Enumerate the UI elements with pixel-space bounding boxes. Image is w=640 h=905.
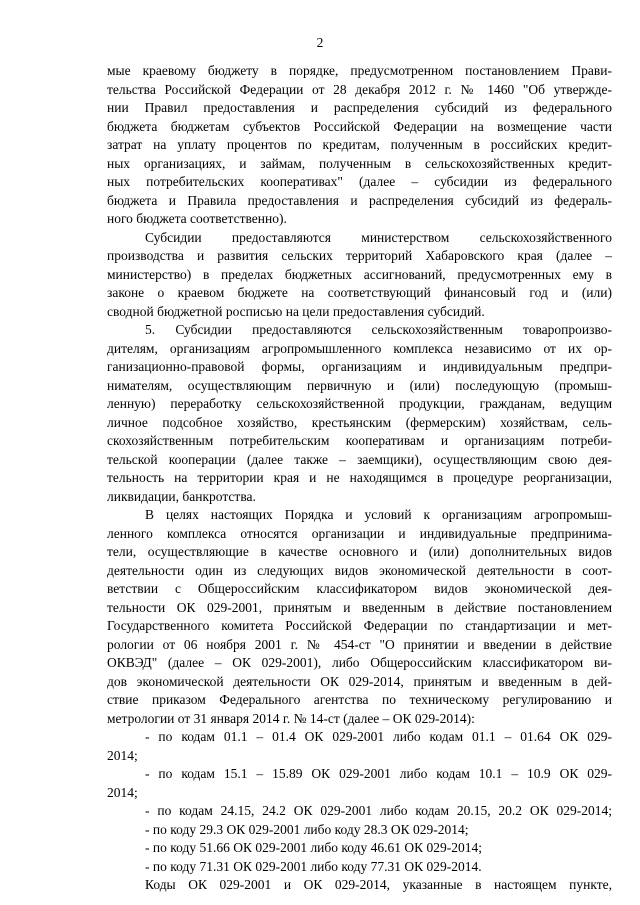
text-line: ствие приказом Федерального агентства по техническому регулированию и (107, 692, 612, 707)
text-line: производства и развития сельских территорий Хабаровского края (далее – (107, 248, 612, 263)
text-line: ликвидации, банкротства. (107, 488, 256, 504)
text-line: метрологии от 31 января 2014 г. № 14-ст (далее – ОК 029-2014): (107, 710, 475, 726)
text-line: 2014; (107, 784, 138, 800)
text-line: ных организациях, и займам, полученным в сельскохозяйственных кредит- (107, 155, 612, 171)
text-line: тели, осуществляющие в качестве основного и (или) дополнительных видов (107, 544, 612, 559)
text-line: нии Правил предоставления и распределения субсидий из федерального (107, 100, 612, 115)
text-line: тельской кооперации (далее также – заемщики), осуществляющим свою дея- (107, 451, 612, 467)
text-line: ганизационно-правовой формы, организациям и индивидуальным предпри- (107, 359, 612, 374)
text-line: затрат на уплату процентов по кредитам, полученным в российских кредит- (107, 137, 612, 152)
text-line: дов экономической деятельности ОК 029-2014, принятым и введенным в дей- (107, 673, 612, 689)
text-line: Субсидии предоставляются министерством сельскохозяйственного (145, 229, 612, 245)
text-line: Коды ОК 029-2001 и ОК 029-2014, указанные в настоящем пункте, (145, 877, 612, 892)
text-line: рологии от 06 ноября 2001 г. № 454-ст "О принятии и введении в действие (107, 636, 612, 652)
text-line: деятельности один из следующих видов экономической деятельности в соот- (107, 562, 612, 578)
text-line: ных потребительских кооперативах" (далее – субсидии из федерального (107, 174, 612, 189)
text-line: сводной бюджетной росписью на цели предоставления субсидий. (107, 303, 485, 319)
text-line: личное подсобное хозяйство, крестьянским (фермерским) хозяйствам, сель- (107, 414, 612, 430)
text-line: тельства Российской Федерации от 28 декабря 2012 г. № 1460 "Об утвержде- (107, 81, 612, 97)
text-line: бюджета бюджетам субъектов Российской Федерации на возмещение части (107, 118, 612, 134)
text-line: ОКВЭД" (далее – ОК 029-2001), либо Общероссийским классификатором ви- (107, 655, 612, 670)
text-line: В целях настоящих Порядка и условий к организациям агропромыш- (145, 507, 612, 522)
text-line: тельности ОК 029-2001, принятым и введенным в действие постановлением (107, 599, 612, 615)
text-line: законе о краевом бюджете на соответствующий финансовый год и (или) (107, 285, 612, 300)
text-line: мые краевому бюджету в порядке, предусмотренном постановлением Прави- (107, 63, 612, 78)
text-line: министерство) в пределах бюджетных ассигнований, предусмотренных ему в (107, 266, 612, 282)
page-number: 2 (316, 35, 324, 50)
text-line: Государственного комитета Российской Федерации по стандартизации и мет- (107, 618, 612, 633)
list-item: - по кодам 15.1 – 15.89 ОК 029-2001 либо кодам 10.1 – 10.9 ОК 029- (145, 766, 612, 781)
text-line: нимателям, осуществляющим первичную и (или) последующую (промыш- (107, 377, 612, 393)
text-line: бюджета и Правила предоставления и распределения субсидий из федераль- (107, 192, 612, 208)
text-line: ветствии с Общероссийским классификатором видов экономической дея- (107, 581, 612, 596)
text-line: ного бюджета соответственно). (107, 211, 287, 226)
document-body (107, 62, 612, 895)
text-line: 5. Субсидии предоставляются сельскохозяйственным товаропроизво- (145, 322, 612, 337)
list-item: - по коду 29.3 ОК 029-2001 либо коду 28.3 ОК 029-2014; (145, 821, 469, 837)
text-line: скохозяйственным потребительским кооперативам и организациям потреби- (107, 433, 612, 448)
list-item: - по коду 71.31 ОК 029-2001 либо коду 77.31 ОК 029-2014. (145, 858, 482, 874)
text-line: 2014; (107, 747, 138, 763)
text-line: ленного комплекса относятся организации и индивидуальные предпринима- (107, 525, 612, 541)
text-line: ленную) переработку сельскохозяйственной продукции, гражданам, ведущим (107, 396, 612, 411)
list-item: - по коду 51.66 ОК 029-2001 либо коду 46.61 ОК 029-2014; (145, 840, 483, 855)
text-line: тельность на территории края и не находящимся в процедуре реорганизации, (107, 470, 612, 485)
list-item: - по кодам 24.15, 24.2 ОК 029-2001 либо кодам 20.15, 20.2 ОК 029-2014; (145, 803, 612, 818)
text-line: дителям, организациям агропромышленного комплекса независимо от их ор- (107, 340, 612, 356)
list-item: - по кодам 01.1 – 01.4 ОК 029-2001 либо кодам 01.1 – 01.64 ОК 029- (145, 729, 612, 744)
